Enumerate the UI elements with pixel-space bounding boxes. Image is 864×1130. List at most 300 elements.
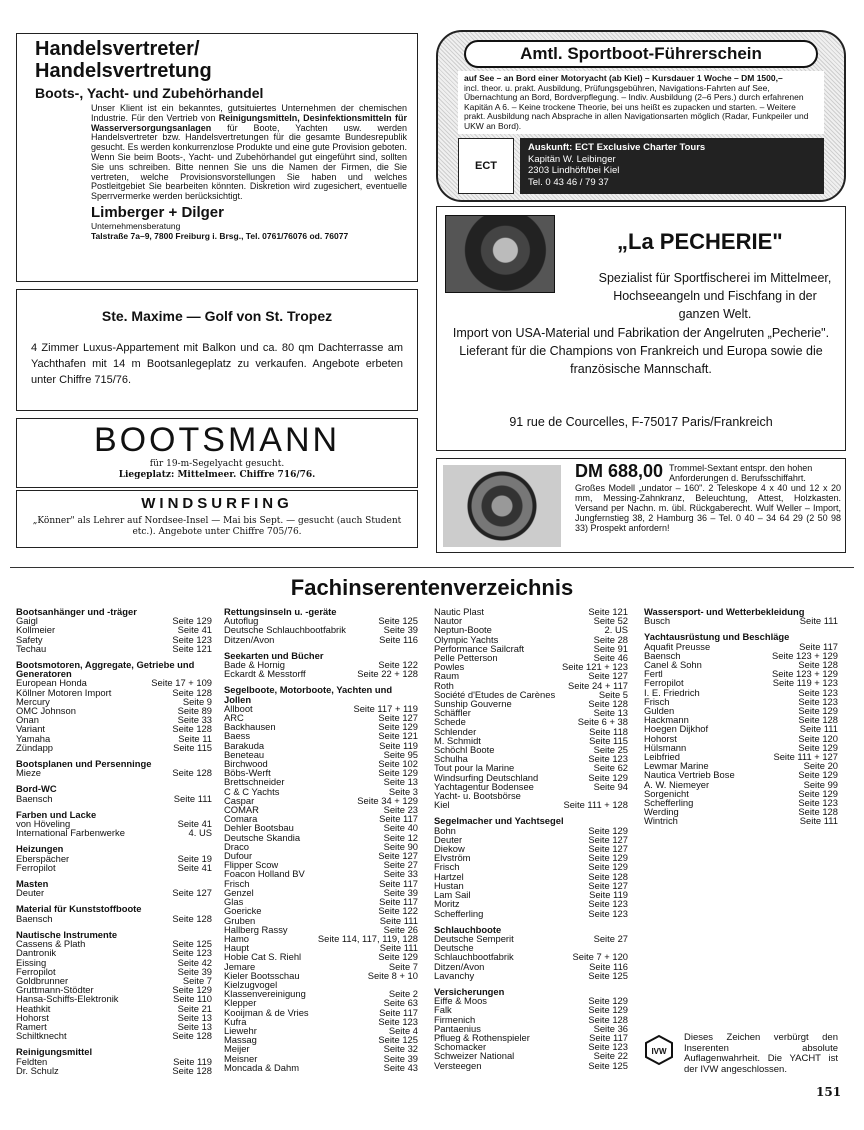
entry-name: Autoflug (224, 615, 259, 627)
entry-page: Seite 121 (378, 730, 418, 742)
entry-name: Klassenvereinigung (224, 988, 306, 1000)
entry-name: Köllner Motoren Import (16, 686, 112, 698)
entry-page: Seite 27 (383, 859, 418, 871)
entry-name: Olympic Yachts (434, 633, 499, 645)
directory-entry (16, 888, 212, 897)
entry-name: Caspar (224, 794, 255, 806)
entry-name: Feldten (16, 1055, 48, 1067)
entry-name: Dr. Schulz (16, 1064, 59, 1076)
entry-page: Seite 117 (379, 896, 418, 908)
entry-page: Seite 111 + 128 (563, 799, 628, 811)
entry-name: Eiffe & Moos (434, 995, 487, 1007)
directory-category: Segelmacher und Yachtsegel (434, 815, 564, 827)
entry-name: Hülsmann (644, 741, 687, 753)
entry-page: Seite 111 (379, 914, 418, 926)
entry-page: Seite 129 (588, 861, 628, 873)
ad-pecherie-address: 91 rue de Courcelles, F-75017 Paris/Frankreich (509, 415, 773, 429)
ad-body-products: Reinigungsmitteln, Desinfektionsmitteln für Wasserversorgungsanlagen (91, 112, 407, 133)
ad-sextant (436, 458, 846, 553)
entry-page: Seite 128 (588, 1013, 628, 1025)
ad-sextant-side: Trommel-Sextant entspr. den hohen Anforderungen d. Berufsschiffahrt. (669, 463, 813, 483)
entry-name: International Farbenwerke (16, 827, 125, 839)
directory-category: Bord-WC (16, 783, 57, 795)
entry-page: Seite 33 (383, 868, 418, 880)
entry-page: Seite 128 (172, 767, 212, 779)
entry-name: Sunship Gouverne (434, 698, 512, 710)
ad-pecherie (436, 206, 846, 451)
entry-name: Powles (434, 661, 465, 673)
directory-category: Wassersport- und Wetterbekleidung (644, 606, 805, 617)
entry-name: Goldbrunner (16, 974, 69, 986)
entry-page: Seite 125 (588, 1059, 628, 1071)
entry-page: Seite 129 (588, 771, 628, 783)
entry-page: Seite 13 (177, 1011, 212, 1023)
entry-page: Seite 129 (378, 721, 418, 733)
entry-page: Seite 90 (383, 840, 418, 852)
entry-page: Seite 128 (798, 659, 838, 671)
entry-page: Seite 129 (378, 767, 418, 779)
entry-name: Lewmar Marine (644, 760, 709, 772)
entry-name: Frisch (434, 861, 460, 873)
ad-bootsmann-line1: für 19-m-Segelyacht gesucht. (149, 459, 285, 469)
entry-page: Seite 102 (378, 758, 418, 770)
entry-name: Massag (224, 1034, 257, 1046)
directory-entry (644, 816, 838, 825)
entry-page: Seite 41 (177, 861, 212, 873)
ad-body-intro: Unser Klient ist ein bekanntes, gutsituiertes Unternehmen der chemischen Industrie. Für den Vertrieb von (91, 103, 407, 123)
entry-name: Falk (434, 1004, 452, 1016)
entry-page: Seite 123 (798, 695, 838, 707)
entry-page: Seite 125 (378, 615, 418, 627)
entry-name: Schlender (434, 725, 477, 737)
entry-page: Seite 129 (588, 995, 628, 1007)
entry-page: Seite 127 (588, 879, 628, 891)
entry-page: Seite 39 (383, 886, 418, 898)
ivw-logo-text: IVW (651, 1047, 667, 1056)
directory-category: Schlauchboote (434, 923, 502, 935)
directory-entry (16, 914, 212, 923)
entry-name: Ferropilot (644, 677, 684, 689)
directory-category: Segelboote, Motorboote, Yachten und Jollen (224, 684, 393, 705)
entry-name: Foacon Holland BV (224, 868, 305, 880)
entry-name: Hartzel (434, 870, 464, 882)
entry-name: Barakuda (224, 739, 265, 751)
directory-category: Nautische Instrumente (16, 928, 118, 940)
entry-page: Seite 111 (173, 792, 212, 804)
entry-name: Gaigl (16, 615, 38, 627)
fishing-reel-photo (445, 215, 555, 293)
entry-name: Schweizer National (434, 1050, 515, 1062)
entry-name: Hallberg Rassy (224, 923, 288, 935)
entry-name: Heathkit (16, 1002, 51, 1014)
entry-page: Seite 123 (798, 686, 838, 698)
entry-name: Performance Sailcraft (434, 642, 525, 654)
entry-name: Dantronik (16, 947, 57, 959)
entry-name: Onan (16, 714, 39, 726)
entry-name: Brettschneider (224, 776, 285, 788)
entry-page: Seite 110 (173, 993, 212, 1005)
entry-page: Seite 111 (799, 615, 838, 627)
ivw-note: Dieses Zeichen verbürgt den Inserenten absolute Auflagenwahrheit. Die YACHT ist der IVW angeschlossen. (684, 1032, 838, 1075)
entry-name: Goericke (224, 905, 262, 917)
entry-name: Schomacker (434, 1041, 487, 1053)
entry-name: Meisner (224, 1052, 258, 1064)
entry-name: Kieler Bootsschau (224, 969, 300, 981)
entry-page: Seite 125 (588, 969, 628, 981)
entry-name: Mercury (16, 695, 50, 707)
entry-name: Moncada & Dahm (224, 1061, 300, 1073)
directory-entry (16, 1031, 212, 1040)
entry-name: von Höveling (16, 818, 71, 830)
entry-page: Seite 22 (593, 1050, 628, 1062)
entry-page: Seite 129 (172, 615, 212, 627)
directory-entry (224, 1063, 418, 1072)
entry-name: Schiltknecht (16, 1030, 67, 1042)
directory-entry (16, 828, 212, 837)
entry-name: Lam Sail (434, 889, 471, 901)
entry-name: Gruttmann-Stödter (16, 984, 94, 996)
entry-page: Seite 99 (803, 778, 838, 790)
entry-page: Seite 39 (383, 1052, 418, 1064)
entry-page: Seite 128 (172, 1064, 212, 1076)
entry-name: Baensch (16, 912, 53, 924)
ad-sportboot (436, 30, 846, 202)
entry-name: Werding (644, 806, 679, 818)
entry-name: Nautor (434, 615, 463, 627)
entry-name: Fertl (644, 668, 663, 680)
entry-name: Hamo (224, 932, 250, 944)
entry-name: Firmenich (434, 1013, 476, 1025)
entry-page: Seite 13 (383, 776, 418, 788)
entry-name: Deutsche Schlauchbootfabrik (224, 624, 346, 636)
entry-name: Kielzugvogel (224, 978, 278, 990)
entry-name: Genzel (224, 886, 254, 898)
entry-name: Raum (434, 670, 460, 682)
entry-page: Seite 19 (177, 852, 212, 864)
entry-name: Birchwood (224, 758, 268, 770)
entry-name: Bade & Hornig (224, 659, 285, 671)
entry-name: Haupt (224, 942, 250, 954)
entry-page: Seite 123 (378, 1015, 418, 1027)
entry-name: COMAR (224, 804, 259, 816)
entry-page: Seite 128 (172, 1030, 212, 1042)
ad-sportboot-line1: auf See – an Bord einer Motoryacht (ab Kiel) – Kursdauer 1 Woche – DM 1500,– (464, 73, 783, 83)
section-divider (10, 567, 854, 568)
entry-name: Roth (434, 679, 454, 691)
entry-page: Seite 121 + 123 (562, 661, 628, 673)
entry-page: Seite 127 (172, 887, 212, 899)
entry-name: Aquafit Preusse (644, 640, 711, 652)
entry-name: Eberspächer (16, 852, 70, 864)
ad-windsurfing-title: WINDSURFING (141, 495, 293, 512)
ad-sportboot-body: incl. theor. u. prakt. Ausbildung, Prüfungsgebühren, Navigations-Fahrten auf See, Übernachtung an Bord, Bordverpflegung. – Indiv. Ausbildung (2–6 Pers.) durch erfahrenen Kapitän A 6. – Keine trockene Theorie, bei uns heißt es zupacken und starten. – Weitere prakt. Ausbildung nach Absprache in allen Navigationsarten möglich (Radar, Funkpeiler und UKW an Bord). (464, 82, 809, 131)
entry-page: Seite 91 (593, 642, 628, 654)
entry-page: Seite 25 (593, 744, 628, 756)
entry-page: Seite 2 (388, 988, 418, 1000)
entry-name: Deuter (434, 833, 463, 845)
ad-pecherie-text2: Import von USA-Material und Fabrikation der Angelruten „Pecherie". Lieferant für die Champions von Frankreich und Europa sowie die französische Mannschaft. (452, 326, 830, 376)
entry-page: Seite 129 (798, 705, 838, 717)
page-number: 151 (816, 1085, 842, 1099)
entry-page: Seite 63 (383, 997, 418, 1009)
entry-page: Seite 127 (378, 712, 418, 724)
entry-page: Seite 128 (172, 686, 212, 698)
ad-sportboot-contact (520, 138, 824, 194)
entry-name: Techau (16, 642, 47, 654)
entry-name: Deutsche Semperit (434, 932, 514, 944)
directory-entry (434, 971, 628, 980)
entry-name: Klepper (224, 997, 257, 1009)
entry-name: Hoegen Dijkhof (644, 723, 709, 735)
entry-name: Flipper Scow (224, 859, 279, 871)
ad-firm-address: Talstraße 7a–9, 7800 Freiburg i. Brsg., Tel. 0761/76076 od. 76077 (91, 230, 349, 241)
entry-page: Seite 9 (182, 695, 212, 707)
ad-bootsmann (16, 418, 418, 488)
directory-entry (16, 863, 212, 872)
entry-page: Seite 129 (588, 1004, 628, 1016)
ad-maxime-title: Ste. Maxime — Golf von St. Tropez (101, 308, 333, 324)
entry-name: Hobie Cat S. Riehl (224, 951, 302, 963)
entry-page: Seite 7 + 120 (572, 951, 628, 963)
entry-page: Seite 34 + 129 (357, 794, 418, 806)
directory-entry (16, 1066, 212, 1075)
entry-page: Seite 125 (378, 1034, 418, 1046)
entry-page: Seite 121 (588, 606, 628, 617)
entry-name: Schöchl Boote (434, 744, 495, 756)
ad-title-line2: Handelsvertretung (35, 60, 212, 82)
entry-page: Seite 4 (388, 1024, 418, 1036)
entry-name: Schulha (434, 753, 468, 765)
entry-page: Seite 117 (379, 1006, 418, 1018)
entry-page: Seite 12 (383, 831, 418, 843)
entry-page: Seite 129 (798, 787, 838, 799)
entry-name: Versteegen (434, 1059, 482, 1071)
entry-page: Seite 119 (173, 1055, 212, 1067)
entry-name: Jemare (224, 960, 256, 972)
entry-page: Seite 111 (799, 723, 838, 735)
entry-page: Seite 3 (388, 785, 418, 797)
entry-page: Seite 111 + 127 (773, 751, 838, 763)
entry-name: Deutsche Skandia (224, 831, 301, 843)
entry-name: Meijer (224, 1043, 250, 1055)
directory-entry (434, 800, 628, 809)
entry-name: Allboot (224, 702, 253, 714)
entry-page: Seite 123 (588, 907, 628, 919)
directory-column-3 (434, 607, 628, 1070)
entry-page: 2. US (604, 624, 628, 636)
entry-name: Kooijman & de Vries (224, 1006, 309, 1018)
entry-page: Seite 21 (177, 1002, 212, 1014)
ad-windsurfing-text: „Könner" als Lehrer auf Nordsee-Insel — Mai bis Sept. — gesucht (auch Student etc.). Angebote unter Chiffre 705/76. (32, 516, 402, 537)
entry-name: Diekow (434, 843, 465, 855)
entry-page: Seite 123 (172, 947, 212, 959)
entry-name: Pantaenius (434, 1022, 481, 1034)
ad-title-line1: Handelsvertreter/ (35, 38, 200, 60)
entry-page: Seite 115 (173, 741, 212, 753)
entry-name: Schede (434, 716, 466, 728)
ad-maxime (16, 289, 418, 411)
directory-entry (16, 743, 212, 752)
entry-name: Yachtagentur Bodensee (434, 780, 534, 792)
entry-page: Seite 41 (177, 624, 212, 636)
contact-line: Auskunft: ECT Exclusive Charter Tours (528, 142, 706, 153)
ad-bootsmann-title: BOOTSMANN (93, 421, 341, 459)
entry-name: Eckardt & Messtorff (224, 668, 306, 680)
entry-name: Mieze (16, 767, 42, 779)
entry-page: Seite 119 + 123 (772, 677, 838, 689)
directory-column-1 (16, 607, 212, 1075)
entry-page: Seite 28 (593, 633, 628, 645)
entry-page: Seite 123 (588, 1041, 628, 1053)
entry-name: Kiel (434, 799, 450, 811)
entry-page: Seite 27 (593, 932, 628, 944)
entry-page: Seite 46 (593, 652, 628, 664)
directory-category: Reinigungsmittel (16, 1046, 93, 1058)
entry-name: Ferropilot (16, 965, 56, 977)
directory-category: Bootsmotoren, Aggregate, Getriebe und Generatoren (16, 659, 195, 680)
entry-page: Seite 117 (799, 640, 838, 652)
entry-page: Seite 129 (172, 984, 212, 996)
entry-name: Eissing (16, 956, 47, 968)
entry-page: Seite 116 (379, 633, 418, 645)
entry-page: Seite 11 (178, 732, 212, 744)
entry-name: Ferropilot (16, 861, 56, 873)
entry-page: Seite 129 (588, 824, 628, 836)
entry-name: Comara (224, 813, 258, 825)
entry-page: Seite 95 (383, 748, 418, 760)
entry-page: Seite 13 (177, 1020, 212, 1032)
entry-page: Seite 128 (172, 912, 212, 924)
entry-name: Hustan (434, 879, 464, 891)
ad-subtitle: Boots-, Yacht- und Zubehörhandel (35, 85, 264, 101)
entry-name: Elvström (434, 852, 471, 864)
entry-name: Schäffler (434, 707, 471, 719)
directory-category: Seekarten und Bücher (224, 649, 324, 661)
entry-name: ARC (224, 712, 244, 724)
ad-handelsvertreter (16, 33, 418, 282)
directory-column-4 (644, 607, 838, 826)
entry-page: Seite 118 (589, 725, 628, 737)
entry-name: Deuter (16, 887, 45, 899)
entry-page: Seite 123 (172, 633, 212, 645)
entry-name: Baensch (644, 649, 681, 661)
directory-category: Material für Kunststoffboote (16, 903, 142, 915)
entry-page: Seite 129 (378, 951, 418, 963)
entry-name: Ramert (16, 1020, 47, 1032)
ad-sportboot-title: Amtl. Sportboot-Führerschein (464, 40, 818, 68)
entry-name: Safety (16, 633, 43, 645)
directory-entry (434, 1061, 628, 1070)
entry-page: Seite 62 (593, 762, 628, 774)
entry-page: Seite 125 (172, 938, 212, 950)
ad-body (35, 104, 407, 202)
entry-name: Glas (224, 896, 244, 908)
entry-name: Frisch (224, 877, 250, 889)
entry-name: OMC Johnson (16, 705, 76, 717)
entry-page: Seite 7 (182, 974, 212, 986)
directory-category: Heizungen (16, 843, 64, 855)
ad-maxime-text: 4 Zimmer Luxus-Appartement mit Balkon und ca. 80 qm Dachterrasse am Yachthafen mit 14 m Bootsanlegeplatz zu verkaufen. Angebote erbeten unter Chiffre 715/76. (31, 342, 403, 386)
entry-page: Seite 128 (588, 698, 628, 710)
entry-page: Seite 129 (798, 769, 838, 781)
entry-page: Seite 123 (588, 753, 628, 765)
entry-page: Seite 33 (177, 714, 212, 726)
contact-line: 2303 Lindhöft/bei Kiel (528, 165, 620, 176)
entry-name: Leibfried (644, 751, 680, 763)
entry-page: Seite 40 (383, 822, 418, 834)
entry-name: Société d'Etudes de Carènes (434, 688, 556, 700)
ad-bootsmann-line2: Liegeplatz: Mittelmeer. Chiffre 716/76. (118, 470, 316, 480)
entry-page: Seite 123 (798, 797, 838, 809)
directory-category: Rettungsinseln u. -geräte (224, 606, 337, 617)
entry-page: Seite 6 + 38 (577, 716, 628, 728)
entry-name: A. W. Niemeyer (644, 778, 710, 790)
entry-name: Wintrich (644, 815, 678, 827)
entry-page: Seite 5 (598, 688, 628, 700)
entry-page: Seite 123 + 129 (772, 668, 838, 680)
entry-page: Seite 8 + 10 (367, 969, 418, 981)
entry-page: Seite 119 (589, 889, 628, 901)
entry-name: Frisch (644, 695, 670, 707)
entry-page: Seite 23 (383, 804, 418, 816)
entry-name: Sorgenicht (644, 787, 689, 799)
contact-line: Kapitän W. Leibinger (528, 153, 616, 165)
entry-page: Seite 32 (383, 1043, 418, 1055)
entry-page: Seite 36 (593, 1022, 628, 1034)
directory-category: Versicherungen (434, 985, 505, 997)
entry-page: Seite 119 (379, 739, 418, 751)
directory-entry (16, 644, 212, 653)
directory-entry (434, 909, 628, 918)
entry-name: Lavanchy (434, 969, 475, 981)
entry-page: Seite 41 (177, 818, 212, 830)
entry-name: Busch (644, 615, 671, 627)
entry-name: Canel & Sohn (644, 659, 702, 671)
entry-name: Draco (224, 840, 250, 852)
ad-sextant-text: Großes Modell „undator – 160". 2 Teleskope 4 x 40 und 12 x 20 mm, Messing-Zahnkranz, Beleuchtung, Attest, Holzkasten. Versand per Nachn. m. übl. Rückgaberecht. Wulf Weller – Import, Jungfernstieg 38, 2 Hamburg 36 – Tel. 0 40 – 34 64 29 (2 50 98 33) Prospekt anfordern! (575, 483, 841, 533)
directory-title: Fachinserentenverzeichnis (290, 575, 574, 600)
entry-page: 4. US (188, 827, 212, 839)
entry-name: Baess (224, 730, 251, 742)
entry-page: Seite 39 (177, 965, 212, 977)
entry-page: Seite 123 (588, 898, 628, 910)
entry-name: Hansa-Schiffs-Elektronik (16, 993, 119, 1005)
ad-windsurfing (16, 490, 418, 548)
ad-firm-name: Limberger + Dilger (91, 203, 224, 221)
entry-page: Seite 39 (383, 624, 418, 636)
ad-pecherie-title: „La PECHERIE" (617, 229, 783, 254)
entry-name: M. Schmidt (434, 734, 481, 746)
entry-page: Seite 128 (172, 723, 212, 735)
entry-name: Ditzen/Avon (224, 633, 275, 645)
contact-line: Tel. 0 43 46 / 79 37 (528, 176, 609, 188)
entry-name: Backhausen (224, 721, 276, 733)
entry-name: Cassens & Plath (16, 938, 86, 950)
entry-page: Seite 43 (383, 1061, 418, 1073)
entry-page: Seite 117 + 119 (353, 702, 418, 714)
entry-name: Yacht- u. Bootsbörse (434, 790, 521, 802)
directory-category: Masten (16, 878, 49, 890)
entry-name: Neptun-Boote (434, 624, 492, 636)
ad-body-discretion: Diskretion wird zugesichert, eventuelle Sperrvermerke werden berücksichtigt. (91, 181, 407, 202)
entry-name: Pflueg & Rothenspieler (434, 1031, 530, 1043)
entry-page: Seite 127 (588, 833, 628, 845)
ad-body-main: für Boote, Yachten usw. werden Handelsvertreter bzw. Handelsvertretungen für die gesamte Bundesrepublik gesucht. Es werden konkurrenzlose Produkte und eine gute Provision geboten. Wenn Sie beim Boots-, Yacht- und Zubehörhandel gut eingeführt sind, sollten Sie uns schreiben. Bitte nennen Sie uns die Namen der Firmen, die Sie vertreten, welche Provisionsvorstellungen Sie haben und welches Postleitgebiet Sie bearbeiten könnten. (91, 122, 407, 192)
entry-name: Schefferling (644, 797, 694, 809)
directory-category: Farben und Lacke (16, 808, 97, 820)
entry-name: Bohn (434, 824, 456, 836)
sextant-photo (443, 465, 561, 547)
